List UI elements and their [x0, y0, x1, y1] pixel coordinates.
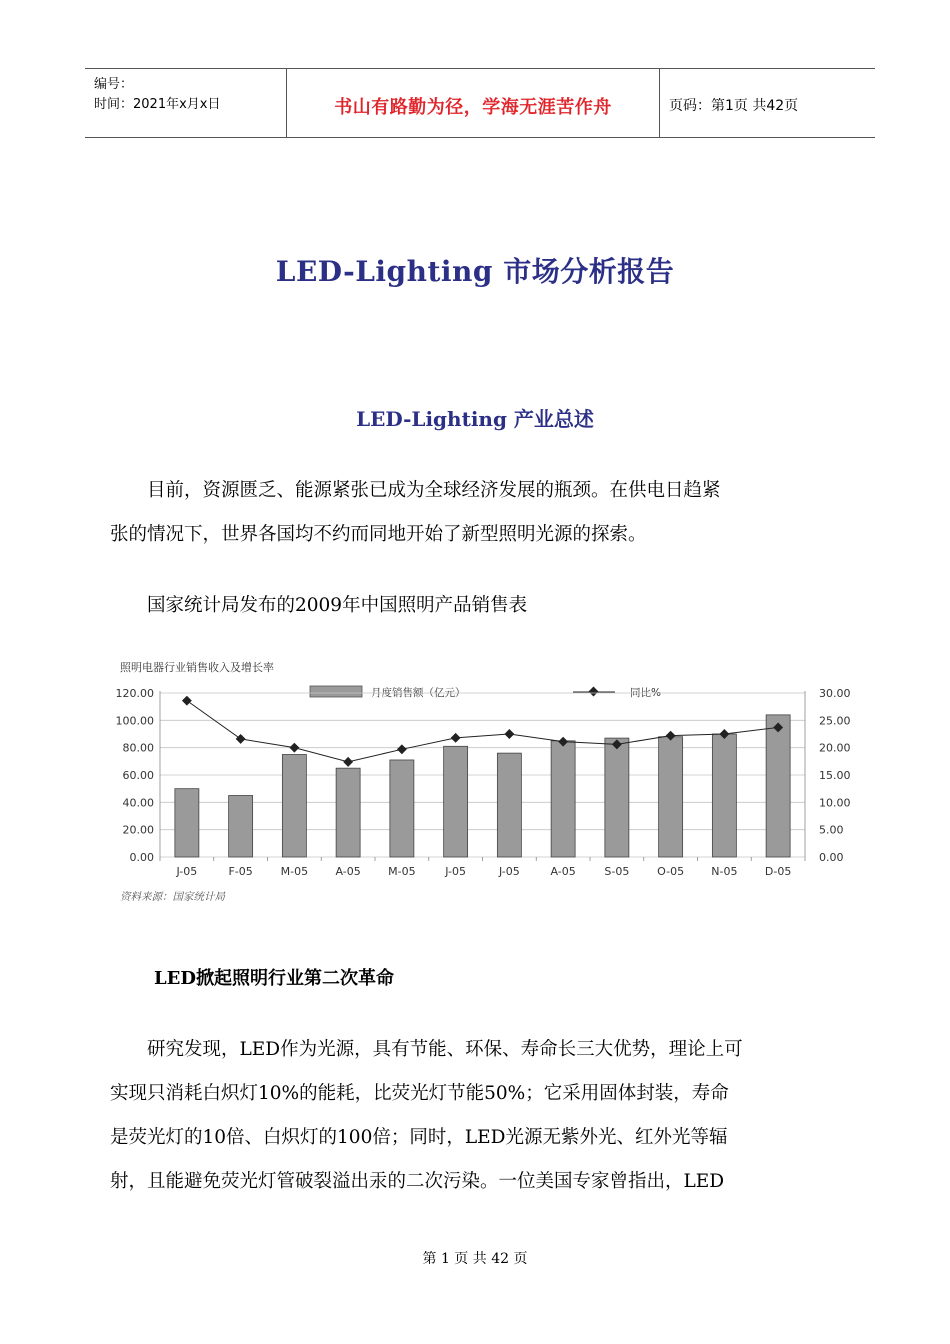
growth-point: [397, 744, 407, 754]
chart-title: 照明电器行业销售收入及增长率: [120, 661, 274, 674]
legend-line-marker: [589, 687, 599, 697]
x-tick-label: A-05: [550, 865, 576, 878]
bar: [336, 768, 360, 857]
y-left-tick-label: 20.00: [122, 823, 154, 837]
y-right-tick-label: 20.00: [819, 741, 851, 755]
x-tick-label: D-05: [764, 865, 792, 878]
header-number: 编号：: [94, 77, 134, 92]
x-tick-label: A-05: [335, 865, 361, 878]
paragraph-line: 实现只消耗白炽灯10%的能耗，比荧光灯节能50%；它采用固体封装，寿命: [110, 1083, 729, 1104]
x-tick-label: J-05: [498, 865, 520, 878]
chart-caption: 国家统计局发布的2009年中国照明产品销售表: [147, 595, 528, 616]
growth-line: [187, 701, 778, 762]
paragraph-line: 是荧光灯的10倍、白炽灯的100倍；同时，LED光源无紫外光、红外光等辐: [110, 1127, 728, 1148]
bar: [605, 738, 629, 857]
y-right-tick-label: 15.00: [819, 769, 851, 782]
growth-point: [289, 743, 299, 753]
header-meta-cell: [85, 69, 287, 137]
x-tick-label: M-05: [280, 865, 309, 878]
growth-point: [451, 733, 461, 743]
bar: [659, 737, 683, 857]
paragraph-line: 射，且能避免荧光灯管破裂溢出汞的二次污染。一位美国专家曾指出，LED: [110, 1171, 725, 1192]
header-page-info: 页码：第1页 共42页: [669, 98, 799, 114]
paragraph-line: 张的情况下，世界各国均不约而同地开始了新型照明光源的探索。: [110, 524, 647, 545]
bar: [229, 796, 253, 858]
header-time: 时间：2021年x月x日: [94, 97, 221, 112]
y-right-tick-label: 0.00: [819, 851, 844, 864]
intro-paragraph: [110, 469, 850, 557]
bar: [712, 734, 736, 857]
bar: [390, 760, 414, 857]
paragraph-line: 研究发现，LED作为光源，具有节能、环保、寿命长三大优势，理论上可: [147, 1039, 743, 1060]
page-footer: 第 1 页 共 42 页: [422, 1251, 528, 1267]
x-tick-label: O-05: [657, 865, 685, 878]
legend-bar-label: 月度销售额（亿元）: [371, 687, 466, 699]
document-title: LED-Lighting 市场分析报告: [275, 255, 675, 288]
header-motto-cell: [287, 69, 660, 137]
y-right-tick-label: 5.00: [819, 823, 844, 837]
bar: [551, 741, 575, 857]
chart-source: 资料来源：国家统计局: [120, 891, 225, 903]
section2-title: LED掀起照明行业第二次革命: [154, 968, 394, 989]
y-left-tick-label: 40.00: [122, 796, 154, 810]
legend-line-label: 同比%: [630, 687, 661, 699]
x-tick-label: J-05: [445, 865, 467, 878]
legend-bar-swatch: [310, 686, 362, 697]
x-tick-label: N-05: [711, 865, 738, 878]
bar: [497, 753, 521, 857]
x-tick-label: J-05: [176, 865, 198, 878]
bar: [766, 715, 790, 857]
section-title: LED-Lighting 产业总述: [356, 407, 594, 431]
growth-point: [343, 757, 353, 767]
x-tick-label: F-05: [228, 865, 253, 878]
growth-point: [182, 696, 192, 706]
growth-point: [504, 729, 514, 739]
y-right-tick-label: 30.00: [819, 687, 851, 700]
y-left-tick-label: 80.00: [122, 741, 154, 755]
header-motto: 书山有路勤为径，学海无涯苦作舟: [334, 97, 612, 118]
y-right-tick-label: 10.00: [819, 796, 851, 810]
header-page-cell: [660, 69, 875, 137]
y-left-tick-label: 120.00: [115, 687, 154, 700]
bar: [444, 746, 468, 857]
header-table: [85, 68, 875, 138]
bar: [175, 789, 199, 857]
growth-point: [236, 734, 246, 744]
bar: [282, 755, 306, 858]
y-right-tick-label: 25.00: [819, 714, 851, 728]
paragraph-line: 目前，资源匮乏、能源紧张已成为全球经济发展的瓶颈。在供电日趋紧: [147, 480, 721, 501]
research-paragraph: [110, 1028, 850, 1204]
y-left-tick-label: 60.00: [122, 769, 154, 782]
x-tick-label: M-05: [388, 865, 416, 878]
y-left-tick-label: 100.00: [115, 714, 154, 728]
y-left-tick-label: 0.00: [129, 851, 154, 864]
sales-chart: [115, 655, 855, 910]
x-tick-label: S-05: [604, 865, 630, 878]
